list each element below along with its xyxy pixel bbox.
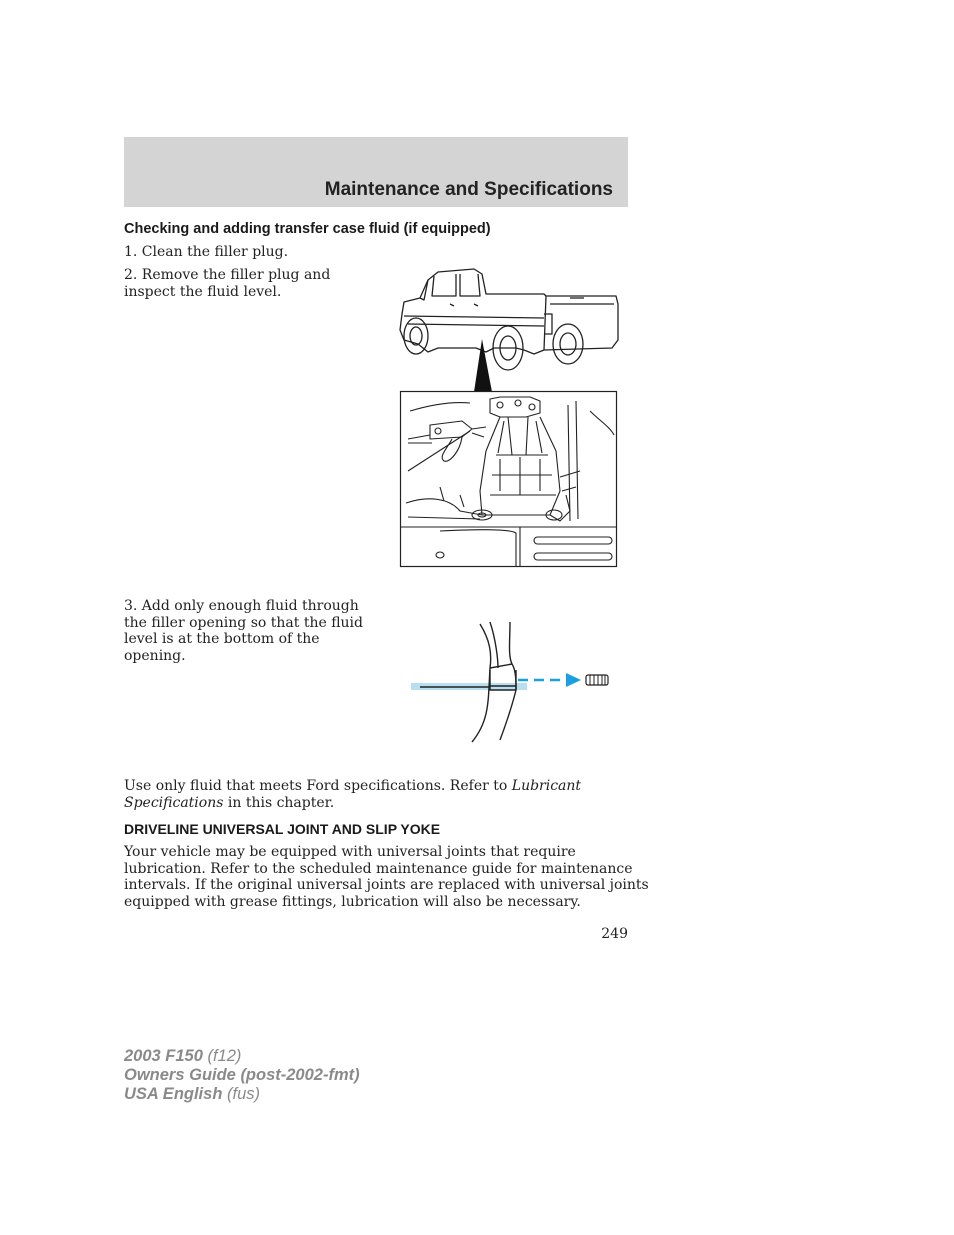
paragraph-line: intervals. If the original universal joints are replaced with universal joints xyxy=(124,877,649,893)
note-reference: Lubricant xyxy=(511,778,582,794)
step-2-line: inspect the fluid level. xyxy=(124,283,282,300)
document-footer xyxy=(124,1047,360,1104)
truck-illustration xyxy=(394,264,624,394)
step-3-line: 3. Add only enough fluid through xyxy=(124,598,359,614)
step-3-line: level is at the bottom of the xyxy=(124,631,320,647)
paragraph-line: equipped with grease fittings, lubrication will also be necessary. xyxy=(124,893,581,910)
paragraph-line: Your vehicle may be equipped with universal joints that require xyxy=(124,844,576,860)
note-text: in this chapter. xyxy=(227,794,335,811)
header-band xyxy=(124,137,628,207)
fluid-level-illustration xyxy=(410,620,610,745)
step-3-text xyxy=(124,598,363,664)
page-number: 249 xyxy=(601,926,628,942)
page-title: Maintenance and Specifications xyxy=(324,179,613,200)
section-heading-driveline: DRIVELINE UNIVERSAL JOINT AND SLIP YOKE xyxy=(124,821,441,837)
section-heading-transfer-case: Checking and adding transfer case fluid (if equipped) xyxy=(124,221,491,237)
step-1-text: 1. Clean the filler plug. xyxy=(124,244,289,260)
step-3-line: opening. xyxy=(124,647,186,664)
footer-language: USA English xyxy=(124,1085,223,1103)
driveline-paragraph xyxy=(124,844,649,910)
filler-plug-icon xyxy=(586,675,608,685)
note-reference: Specifications xyxy=(124,794,224,811)
footer-guide: Owners Guide (post-2002-fmt) xyxy=(124,1066,360,1084)
transfer-case-detail-illustration xyxy=(400,391,617,567)
paragraph-line: lubrication. Refer to the scheduled maintenance guide for maintenance xyxy=(124,860,633,877)
footer-model-code: (f12) xyxy=(207,1047,242,1065)
step-2-line: 2. Remove the filler plug and xyxy=(124,267,331,283)
step-2-text xyxy=(124,267,330,300)
footer-model: 2003 F150 xyxy=(124,1047,203,1065)
step-3-line: the filler opening so that the fluid xyxy=(124,614,363,631)
note-text: Use only fluid that meets Ford specifications. Refer to xyxy=(124,778,508,794)
footer-language-code: (fus) xyxy=(227,1085,260,1103)
fluid-spec-note xyxy=(124,778,581,811)
